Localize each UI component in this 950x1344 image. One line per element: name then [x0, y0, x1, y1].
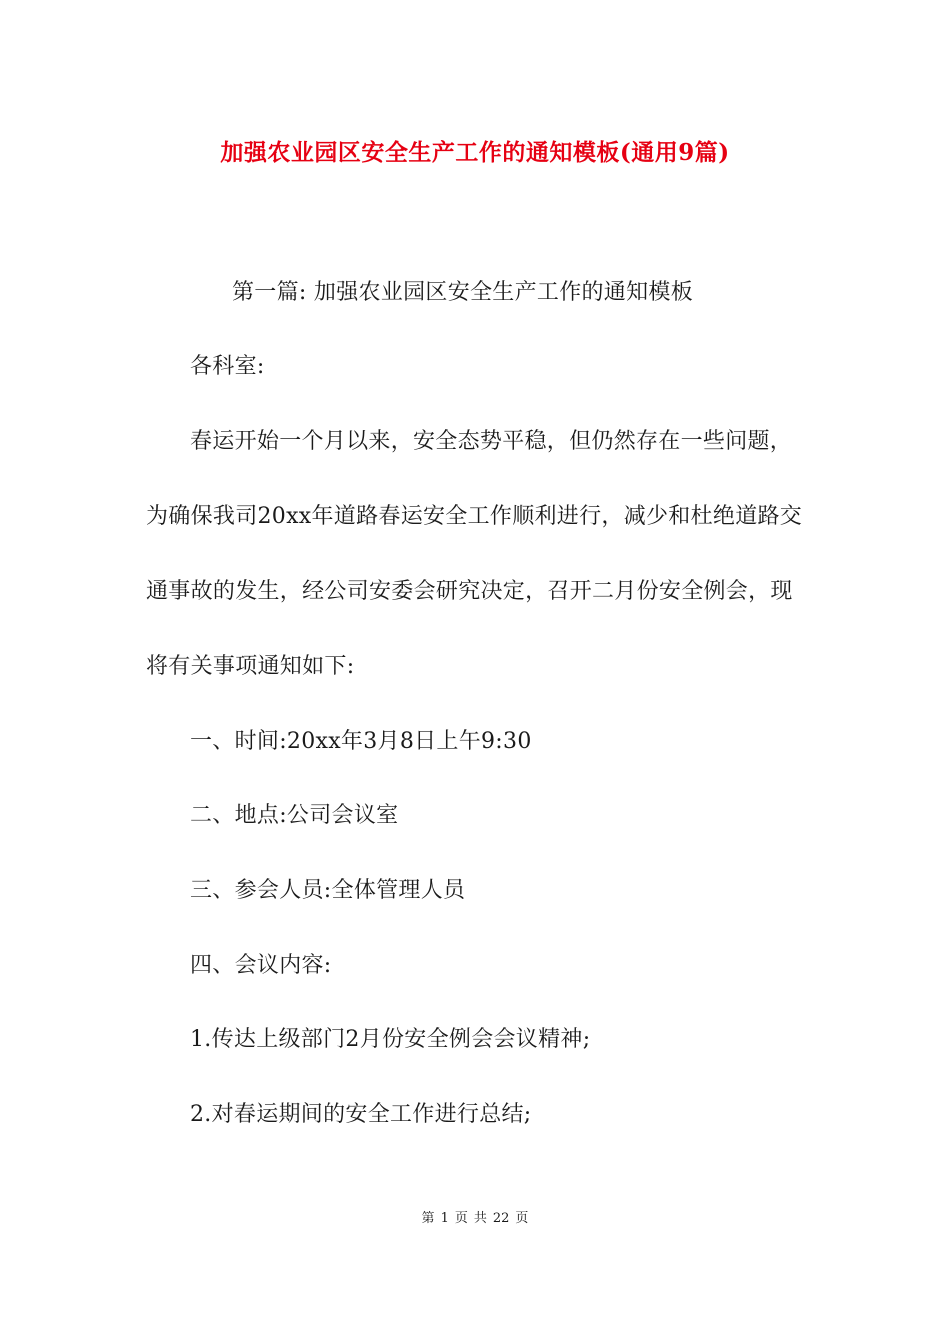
body-line-4: 将有关事项通知如下:: [146, 654, 355, 679]
item-attendees: 三、参会人员:全体管理人员: [190, 878, 466, 903]
document-title: 加强农业园区安全生产工作的通知模板(通用9篇): [220, 139, 730, 166]
item-content-1: 1.传达上级部门2月份安全例会会议精神;: [190, 1027, 591, 1052]
item-content-heading: 四、会议内容:: [190, 953, 332, 978]
item-content-2: 2.对春运期间的安全工作进行总结;: [190, 1102, 532, 1127]
body-line-2: 为确保我司20xx年道路春运安全工作顺利进行，减少和杜绝道路交: [146, 504, 803, 529]
footer-suffix: 页: [515, 1211, 529, 1226]
footer-total-label: 共: [473, 1211, 487, 1226]
section-heading: 第一篇: 加强农业园区安全生产工作的通知模板: [232, 280, 694, 305]
footer-page-number: 1: [440, 1211, 449, 1226]
footer-page-label: 页: [454, 1211, 468, 1226]
item-time: 一、时间:20xx年3月8日上午9:30: [190, 729, 532, 754]
footer-total-pages: 22: [492, 1211, 510, 1226]
footer-prefix: 第: [421, 1211, 435, 1226]
body-line-3: 通事故的发生，经公司安委会研究决定，召开二月份安全例会，现: [146, 579, 793, 604]
page-footer: [0, 1207, 950, 1226]
salutation: 各科室:: [190, 354, 265, 379]
item-location: 二、地点:公司会议室: [190, 803, 399, 828]
body-line-1: 春运开始一个月以来，安全态势平稳，但仍然存在一些问题，: [190, 429, 793, 454]
